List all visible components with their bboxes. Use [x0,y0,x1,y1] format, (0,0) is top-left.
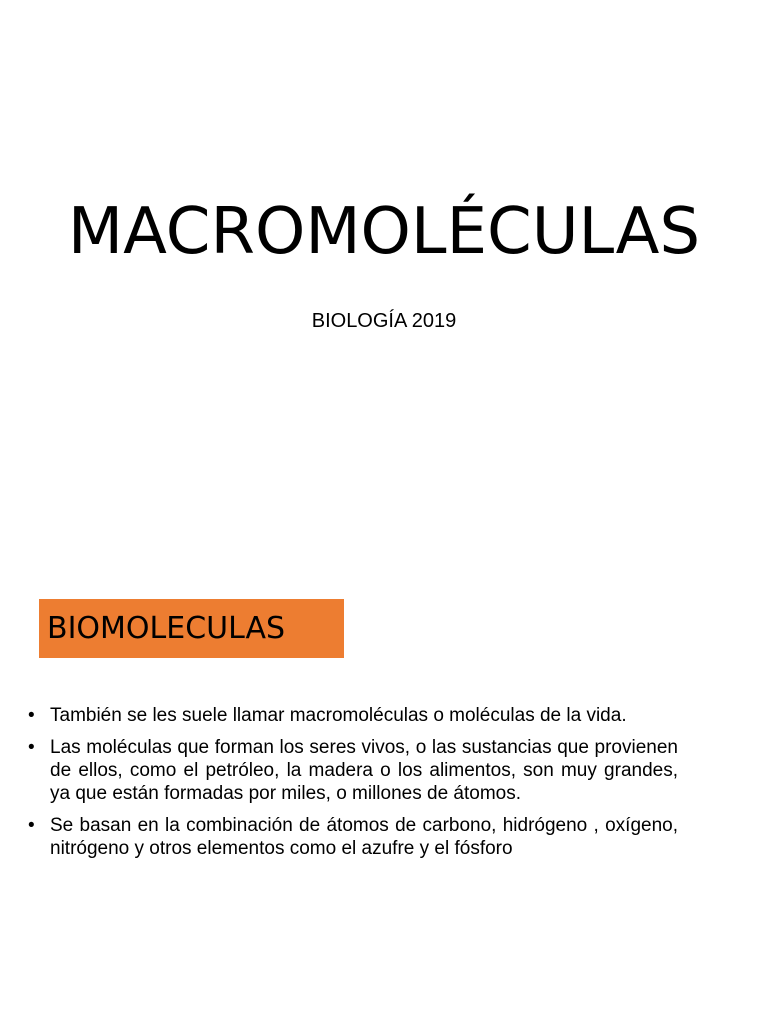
slide-subtitle: BIOLOGÍA 2019 [311,310,457,332]
bullet-icon: • [28,737,35,758]
bullet-text: Se basan en la combinación de átomos de carbono, hidrógeno , oxígeno, nitrógeno y otros elementos como el azufre y el fósforo [50,815,678,859]
bullet-icon: • [28,705,35,726]
bullet-icon: • [28,815,35,836]
list-item [28,736,678,805]
content-slide [0,520,768,1024]
list-item [28,814,678,860]
slide-title: MACROMOLÉCULAS [67,195,701,269]
bullet-text: También se les suele llamar macromoléculas o moléculas de la vida. [50,705,627,726]
section-header-text: BIOMOLECULAS [47,610,286,646]
section-header-box [39,599,344,658]
bullet-text: Las moléculas que forman los seres vivos, o las sustancias que provienen de ellos, como el petróleo, la madera o los alimentos, son muy grandes, ya que están formadas por miles, o millones de átomos. [50,737,678,804]
list-item [28,704,678,727]
bullet-list [28,704,678,869]
